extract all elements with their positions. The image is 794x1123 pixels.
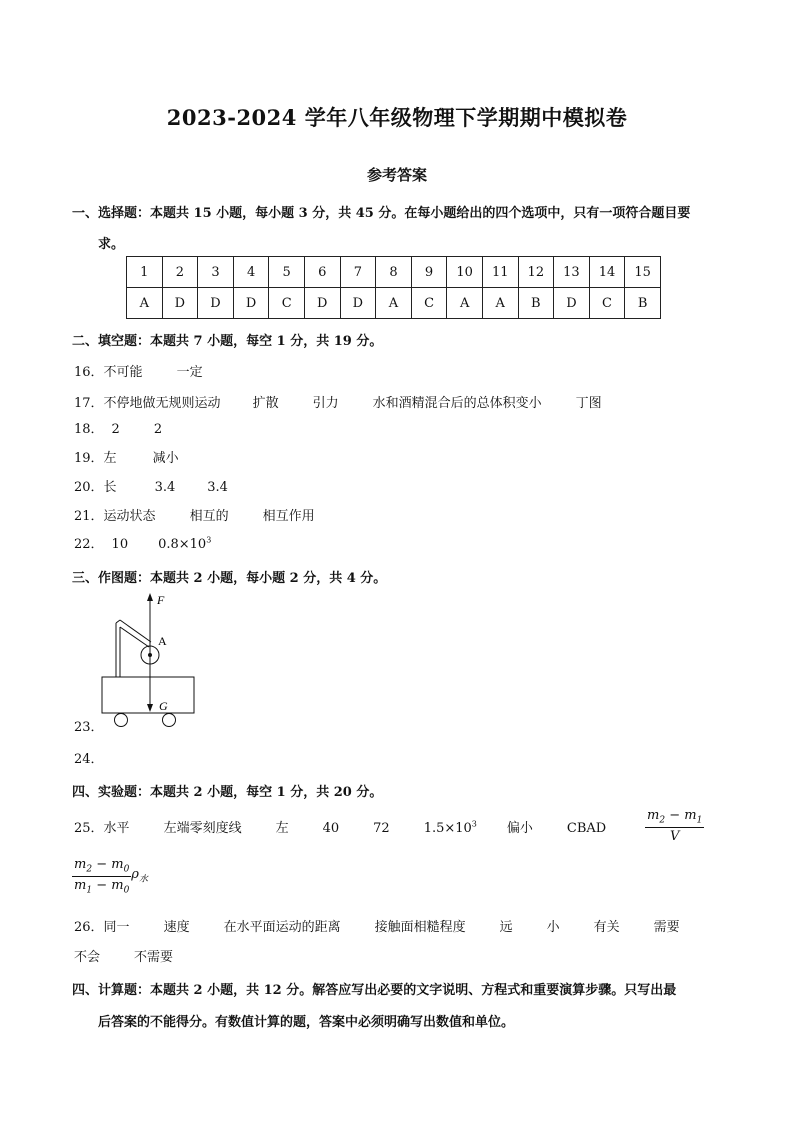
key-answer: A <box>376 288 412 319</box>
key-number: 9 <box>411 257 447 288</box>
key-number: 13 <box>554 257 590 288</box>
key-number: 5 <box>269 257 305 288</box>
key-number: 12 <box>518 257 554 288</box>
key-answer: B <box>518 288 554 319</box>
key-number: 11 <box>482 257 518 288</box>
page-subtitle: 参考答案 <box>366 166 427 184</box>
answer-key-table <box>126 256 661 319</box>
key-answer: A <box>482 288 518 319</box>
key-answer: D <box>198 288 234 319</box>
cart-body <box>102 677 194 713</box>
answer-q26: 26．同一 速度 在水平面运动的距离 接触面相糙程度 远 小 有关 需要 <box>74 920 680 935</box>
key-number: 8 <box>376 257 412 288</box>
section-experiment-heading: 四、实验题：本题共 2 小题，每空 1 分，共 20 分。 <box>72 785 383 800</box>
key-number: 6 <box>304 257 340 288</box>
answer-key-numbers-row <box>127 257 661 288</box>
answer-q25: 25．水平 左端零刻度线 左 40 72 $1.5\times 10^3$ 偏小 CBAD <box>74 819 607 836</box>
density-formula-1 <box>645 808 704 844</box>
force-diagram <box>95 590 215 730</box>
arm-outer <box>120 620 151 642</box>
force-f-label: F <box>157 593 165 607</box>
answer-q19: 19．左 减小 <box>74 451 179 466</box>
cart-wheel-left <box>115 714 128 727</box>
key-number: 7 <box>340 257 376 288</box>
key-answer: C <box>269 288 305 319</box>
answer-q17: 17．不停地做无规则运动 扩散 引力 水和酒精混合后的总体积变小 丁图 <box>74 396 602 411</box>
answer-q20: 20．长 3.4 3.4 <box>74 480 228 495</box>
section-choice-heading-cont: 求。 <box>98 237 125 252</box>
key-number: 15 <box>625 257 661 288</box>
formula-2-denominator: $m_1 - m_0$ <box>74 877 130 896</box>
key-answer: D <box>162 288 198 319</box>
key-answer: D <box>233 288 269 319</box>
section-drawing-heading: 三、作图题：本题共 2 小题，每小题 2 分，共 4 分。 <box>72 571 387 586</box>
force-g-label: G <box>159 699 168 713</box>
answer-q21: 21．运动状态 相互的 相互作用 <box>74 509 315 524</box>
density-formula-2 <box>72 857 148 895</box>
formula-2-numerator: $m_2 - m_0$ <box>74 857 130 875</box>
formula-1-denominator: V <box>669 828 680 844</box>
force-f-arrowhead <box>147 593 153 601</box>
cart-wheel-right <box>163 714 176 727</box>
key-answer: C <box>589 288 625 319</box>
key-number: 2 <box>162 257 198 288</box>
key-answer: A <box>447 288 483 319</box>
section-choice-heading <box>72 202 690 221</box>
section-calc-heading-cont: 后答案的不能得分。有数值计算的题，答案中必须明确写出数值和单位。 <box>98 1015 515 1030</box>
key-answer: D <box>554 288 590 319</box>
key-number: 4 <box>233 257 269 288</box>
point-a-label: A <box>158 634 167 648</box>
answer-key-answers-row <box>127 288 661 319</box>
key-answer: D <box>304 288 340 319</box>
answer-q26-cont: 不会 不需要 <box>74 950 174 965</box>
key-answer: C <box>411 288 447 319</box>
answer-q24: 24． <box>74 752 104 767</box>
rho-water: $\rho_水$ <box>131 867 148 885</box>
key-answer: D <box>340 288 376 319</box>
answer-q22: 22． 10 $0.8\times 10^3$ <box>74 535 212 552</box>
page-title: 2023-2024 学年八年级物理下学期期中模拟卷 <box>166 105 628 130</box>
section-fill-heading: 二、填空题：本题共 7 小题，每空 1 分，共 19 分。 <box>72 334 383 349</box>
key-answer: B <box>625 288 661 319</box>
key-answer: A <box>127 288 163 319</box>
key-number: 14 <box>589 257 625 288</box>
key-number: 10 <box>447 257 483 288</box>
force-g-arrowhead <box>147 704 153 712</box>
answer-q18: 18． 2 2 <box>74 422 163 437</box>
section-calc-heading: 四、计算题：本题共 2 小题，共 12 分。解答应写出必要的文字说明、方程式和重要演算步骤。只写出最 <box>72 983 677 998</box>
answer-q16: 16．不可能 一定 <box>74 365 203 380</box>
formula-1-numerator: $m_2 - m_1$ <box>647 808 703 826</box>
section-choice-text: 一、选择题：本题共 15 小题，每小题 3 分，共 45 分。在每小题给出的四个选项中，只有一项符合题目要 <box>72 206 691 221</box>
key-number: 3 <box>198 257 234 288</box>
answer-q23: 23． <box>74 720 104 735</box>
key-number: 1 <box>127 257 163 288</box>
